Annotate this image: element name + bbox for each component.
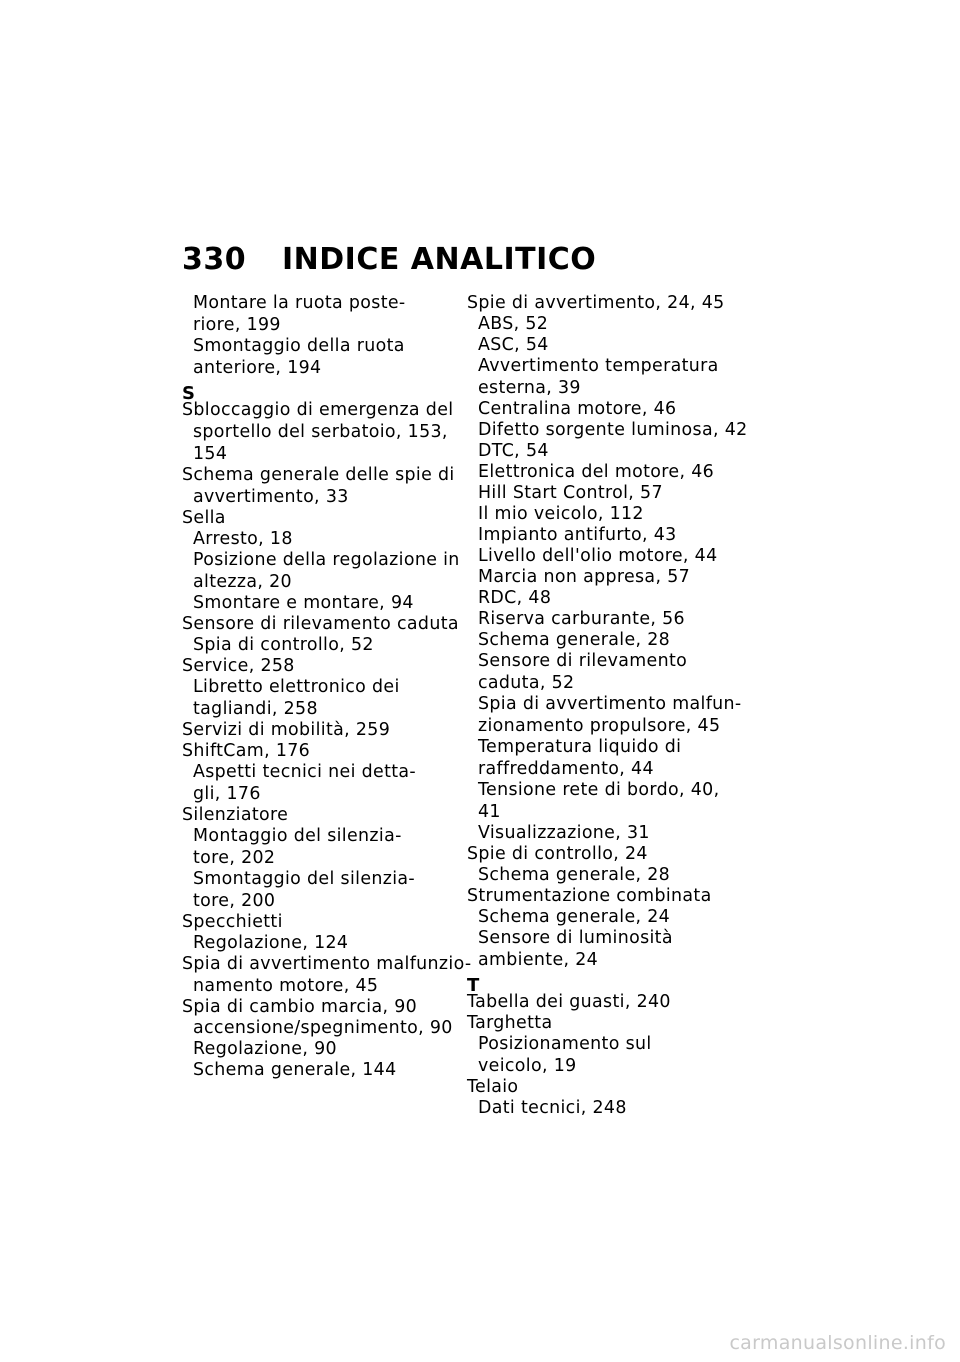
index-entry: sportello del serbatoio, 153, xyxy=(193,422,448,442)
page-title: INDICE ANALITICO xyxy=(282,242,597,277)
index-entry: Spia di avvertimento malfunzio- xyxy=(182,954,472,974)
index-entry: avvertimento, 33 xyxy=(193,487,349,507)
index-entry: Schema generale, 28 xyxy=(478,630,671,650)
watermark-text: carmanualsonline.info xyxy=(729,1332,946,1354)
index-entry: Sella xyxy=(182,508,226,528)
index-entry: Arresto, 18 xyxy=(193,529,293,549)
index-entry: Regolazione, 124 xyxy=(193,933,349,953)
index-entry: anteriore, 194 xyxy=(193,358,322,378)
index-entry: Telaio xyxy=(467,1077,519,1097)
index-entry: Marcia non appresa, 57 xyxy=(478,567,691,587)
index-entry: Specchietti xyxy=(182,912,283,932)
index-entry: caduta, 52 xyxy=(478,673,575,693)
index-entry: Libretto elettronico dei xyxy=(193,677,400,697)
page-header xyxy=(182,240,596,280)
index-entry: gli, 176 xyxy=(193,784,261,804)
index-entry: ASC, 54 xyxy=(478,335,549,355)
index-entry: Smontaggio del silenzia- xyxy=(193,869,416,889)
index-entry: Il mio veicolo, 112 xyxy=(478,504,644,524)
index-entry: Servizi di mobilità, 259 xyxy=(182,720,391,740)
index-column-left xyxy=(182,293,472,1081)
index-entry: Avvertimento temperatura xyxy=(478,356,719,376)
index-entry: Strumentazione combinata xyxy=(467,886,712,906)
index-entry: Montare la ruota poste- xyxy=(193,293,406,313)
index-entry: Service, 258 xyxy=(182,656,295,676)
index-entry: ABS, 52 xyxy=(478,314,549,334)
index-entry: tore, 200 xyxy=(193,891,276,911)
index-entry: Spia di cambio marcia, 90 xyxy=(182,997,418,1017)
index-entry: Riserva carburante, 56 xyxy=(478,609,685,629)
index-entry: ShiftCam, 176 xyxy=(182,741,311,761)
index-entry: ambiente, 24 xyxy=(478,950,599,970)
index-entry: Sensore di luminosità xyxy=(478,928,673,948)
index-entry: Aspetti tecnici nei detta- xyxy=(193,762,417,782)
index-entry: Sensore di rilevamento caduta xyxy=(182,614,459,634)
index-entry: esterna, 39 xyxy=(478,378,581,398)
index-entry: Tensione rete di bordo, 40, xyxy=(478,780,720,800)
index-entry: Silenziatore xyxy=(182,805,289,825)
index-entry: Schema generale, 28 xyxy=(478,865,671,885)
index-entry: Centralina motore, 46 xyxy=(478,399,677,419)
page-number: 330 xyxy=(182,242,247,277)
index-entry: Difetto sorgente luminosa, 42 xyxy=(478,420,748,440)
index-entry: altezza, 20 xyxy=(193,572,292,592)
index-column-right xyxy=(467,293,748,1119)
index-entry: Temperatura liquido di xyxy=(478,737,682,757)
index-entry: riore, 199 xyxy=(193,315,281,335)
index-entry: Regolazione, 90 xyxy=(193,1039,337,1059)
index-entry: Smontaggio della ruota xyxy=(193,336,405,356)
index-entry: veicolo, 19 xyxy=(478,1056,577,1076)
index-entry: 41 xyxy=(478,802,501,822)
index-entry: namento motore, 45 xyxy=(193,976,379,996)
index-entry: Targhetta xyxy=(467,1013,553,1033)
index-entry: raffreddamento, 44 xyxy=(478,759,654,779)
index-entry: zionamento propulsore, 45 xyxy=(478,716,721,736)
index-entry: Livello dell'olio motore, 44 xyxy=(478,546,718,566)
index-entry: Schema generale, 144 xyxy=(193,1060,397,1080)
index-entry: Spie di controllo, 24 xyxy=(467,844,648,864)
index-entry: Posizione della regolazione in xyxy=(193,550,460,570)
index-entry: Elettronica del motore, 46 xyxy=(478,462,715,482)
index-entry: Tabella dei guasti, 240 xyxy=(467,992,671,1012)
index-entry: Impianto antifurto, 43 xyxy=(478,525,677,545)
index-entry: Smontare e montare, 94 xyxy=(193,593,414,613)
index-entry: Sensore di rilevamento xyxy=(478,651,688,671)
index-entry: Dati tecnici, 248 xyxy=(478,1098,627,1118)
index-entry: Sbloccaggio di emergenza del xyxy=(182,400,454,420)
index-section-letter: S xyxy=(182,383,196,404)
index-entry: Posizionamento sul xyxy=(478,1034,652,1054)
index-entry: Spie di avvertimento, 24, 45 xyxy=(467,293,725,313)
index-section-letter: T xyxy=(467,975,480,996)
index-entry: Spia di controllo, 52 xyxy=(193,635,374,655)
index-entry: tore, 202 xyxy=(193,848,276,868)
index-entry: Montaggio del silenzia- xyxy=(193,826,402,846)
index-entry: Hill Start Control, 57 xyxy=(478,483,663,503)
index-entry: RDC, 48 xyxy=(478,588,552,608)
index-entry: tagliandi, 258 xyxy=(193,699,318,719)
index-entry: DTC, 54 xyxy=(478,441,549,461)
index-entry: 154 xyxy=(193,444,228,464)
index-entry: Schema generale, 24 xyxy=(478,907,671,927)
index-entry: Schema generale delle spie di xyxy=(182,465,455,485)
index-entry: Spia di avvertimento malfun- xyxy=(478,694,742,714)
index-entry: accensione/spegnimento, 90 xyxy=(193,1018,453,1038)
index-entry: Visualizzazione, 31 xyxy=(478,823,650,843)
